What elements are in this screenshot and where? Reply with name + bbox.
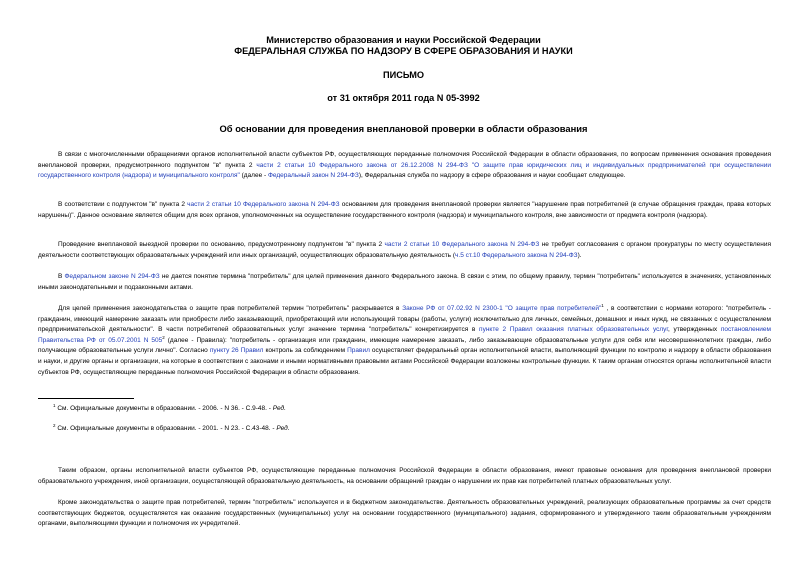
- document-title: Об основании для проведения внеплановой проверки в области образования: [219, 123, 588, 134]
- text-segment: , утвержденных: [668, 326, 721, 334]
- text-segment: (далее -: [239, 172, 268, 180]
- article-10-link[interactable]: части 2 статьи 10 Федерального закона N 294-ФЗ: [187, 201, 340, 208]
- text-segment: В связи с многочисленными обращениями органов исполнительной власти субъектов РФ, осуществляющих переданные полномочия Российской Федерации в области образования, по вопросам применения основания проведения внеплановой проверки, предусмотренного подпунктом "в" пункта 2: [38, 151, 771, 169]
- document-date-number: от 31 октября 2011 года N 05-3992: [327, 93, 480, 103]
- law-294-link[interactable]: части 2 статьи 10 Федерального закона от 26.12.2008 N 294-ФЗ "О защите прав юридических лиц и индивидуальных предпринимателей при осуществлении государственного контроля (надзора) и муниципального контроля": [38, 161, 771, 180]
- document-type: ПИСЬМО: [382, 70, 425, 80]
- text-segment: Для целей применения законодательства о защите прав потребителей термин "потребитель" раскрывается в: [58, 305, 403, 312]
- paragraph-1: [38, 150, 771, 182]
- rules-link[interactable]: Правил: [347, 347, 370, 355]
- text-segment: не требует согласования с органом прокуратуры по месту осуществления деятельности соответствующих образовательных учреждений или иных организаций, осуществляющих образовательную деятельность (: [38, 241, 771, 259]
- footnote-mark: 2: [53, 422, 56, 428]
- law-294-short-link[interactable]: Федеральный закон N 294-ФЗ: [267, 172, 359, 180]
- text-segment: не дается понятие термина "потребитель" для целей применения данного Федерального закона. В связи с этим, по общему правилу, термин "потребитель" используется в значениях, установленных иными законодательными и подзаконными актами.: [38, 273, 771, 291]
- footnote-divider: [38, 398, 134, 399]
- text-segment: В: [58, 273, 65, 280]
- paragraph-3: [38, 240, 771, 261]
- article-10-part-5-link[interactable]: ч.5 ст.10 Федерального закона N 294-ФЗ: [455, 251, 578, 259]
- text-segment: (далее - Правила): "потребитель - организация или гражданин, имеющие намерение заказать, либо заказывающие образовательные услуги для себя или несовершеннолетних граждан, либо получающие образовательные услуги лично". Согласно: [38, 336, 771, 355]
- text-segment: В соответствии с подпунктом "в" пункта 2: [58, 201, 188, 208]
- footnote-2: [53, 424, 290, 434]
- rules-item-2-link[interactable]: пункте 2 Правил оказания платных образовательных услуг: [479, 326, 668, 334]
- footnote-text: См. Официальные документы в образовании. - 2001. - N 23. - С.43-48. -: [55, 425, 277, 432]
- text-segment: Таким образом, органы исполнительной власти субъектов РФ, осуществляющие переданные полномочия Российской Федерации в области образования, имеют правовые основания для проведения внеплановой проверки образовательного учреждения, иной организации, осуществляющей образовательную деятельность, на основании обращений граждан о нарушении их прав как потребителей платных образовательных услуг.: [38, 467, 771, 485]
- paragraph-6: [38, 466, 771, 487]
- paragraph-7: [38, 498, 771, 530]
- paragraph-2: [38, 200, 771, 221]
- footnote-1: [53, 404, 286, 414]
- footnote-editor: Ред.: [272, 405, 286, 412]
- text-segment: Проведение внеплановой выездной проверки по основанию, предусмотренному подпунктом "в" пункта 2: [58, 241, 385, 248]
- ministry-name: Министерство образования и науки Российской Федерации: [266, 35, 541, 45]
- text-segment: ).: [577, 251, 582, 259]
- rules-item-26-link[interactable]: пункту 26 Правил: [209, 347, 264, 355]
- text-segment: Кроме законодательства о защите прав потребителей, термин "потребитель" используется и в бюджетном законодательстве. Деятельность образовательных учреждений, реализующих образовательные программы за счет средств соответствующих бюджетов, осуществляется как оказание государственных (муниципальных) услуг на основании государственного (муниципального) задания, сформированного и утвержденного таким образовательным учреждениям органами, выполняющими функции и полномочия их учредителей.: [38, 499, 771, 528]
- service-name: ФЕДЕРАЛЬНАЯ СЛУЖБА ПО НАДЗОРУ В СФЕРЕ ОБРАЗОВАНИЯ И НАУКИ: [234, 46, 573, 56]
- paragraph-4: [38, 272, 771, 293]
- paragraph-5: [38, 304, 771, 378]
- article-10-link[interactable]: части 2 статьи 10 Федерального закона N 294-ФЗ: [384, 241, 540, 248]
- footnote-ref-2[interactable]: 2: [162, 334, 165, 340]
- consumer-law-link[interactable]: Законе РФ от 07.02.92 N 2300-1 "О защите прав потребителей": [402, 305, 602, 312]
- text-segment: осуществляет федеральный орган исполнительной власти, выполняющий функции по контролю и надзору в области образования и науки, и другие органы и организации, на которые в соответствии с законами и иными нормативными правовыми актами Российской Федерации возложены контрольные функции. К таким органам относятся органы исполнительной власти субъектов РФ, осуществляющие переданные полномочия Российской Федерации в области образования.: [38, 347, 771, 376]
- text-segment: ), Федеральная служба по надзору в сфере образования и науки сообщает следующее.: [358, 172, 626, 180]
- text-segment: основанием для проведения внеплановой проверки является "нарушение прав потребителей (в случае обращения граждан, права которых нарушены)". Данное основание является общим для всех органов, уполномоченных на осуществление государственного контроля (надзора) и муниципального контроля, вне зависимости от предмета контроля (надзора).: [38, 201, 771, 219]
- text-segment: контроль за соблюдением: [263, 347, 348, 355]
- text-segment: , в соответствии с нормами которого: "потребитель - гражданин, имеющий намерение заказать или приобрести либо заказывающий, приобретающий или использующий товары (работы, услуги) исключительно для личных, семейных, домашних и иных нужд, не связанных с осуществлением предпринимательской деятельности". В части потребителей образовательных услуг значение термина "потребитель" конкретизируется в: [38, 305, 771, 334]
- footnote-editor: Ред.: [276, 425, 290, 432]
- footnote-text: См. Официальные документы в образовании. - 2006. - N 36. - С.9-48. -: [55, 405, 273, 412]
- government-decree-link[interactable]: постановлением Правительства РФ от 05.07.2001 N 505: [38, 326, 771, 344]
- law-294-link[interactable]: Федеральном законе N 294-ФЗ: [64, 273, 160, 280]
- footnote-mark: 1: [53, 402, 56, 408]
- footnote-ref-1[interactable]: 1: [601, 302, 604, 308]
